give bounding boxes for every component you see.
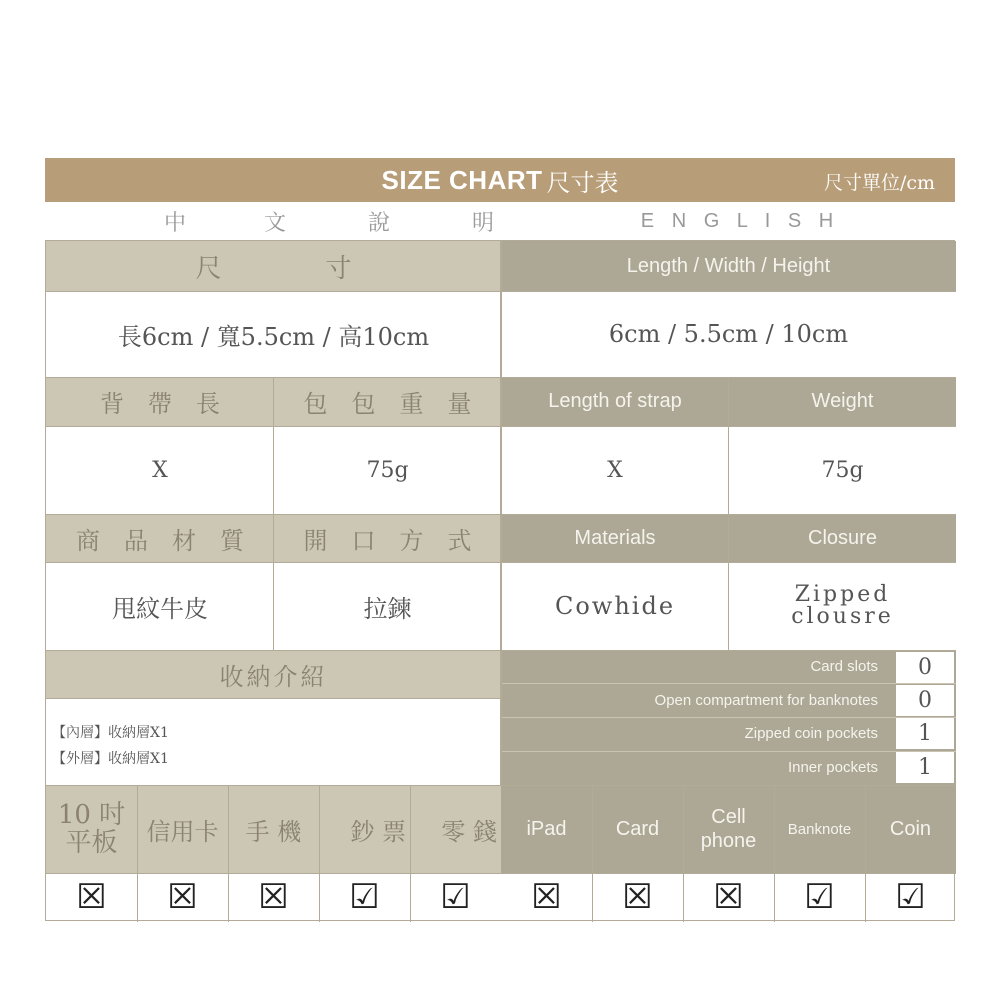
cn-fit-header-phone: 手 機	[228, 785, 319, 873]
grid-line	[46, 426, 956, 427]
en-fit-header-card: Card	[592, 785, 683, 873]
size-chart-title-bar	[45, 158, 955, 202]
grid-line	[774, 785, 775, 922]
size-table	[45, 240, 955, 921]
lang-cn-char: 說	[367, 210, 390, 236]
grid-line	[410, 785, 411, 922]
cn-closure-value: 拉鍊	[274, 562, 501, 650]
title-en: SIZE CHART	[381, 164, 543, 195]
cn-weight-header: 包 包 重 量	[274, 377, 501, 426]
cn-fit-header-card: 信用卡	[137, 785, 228, 873]
language-row	[45, 202, 955, 240]
cn-strap-header: 背 帶 長	[46, 377, 274, 426]
en-size-header: Length / Width / Height	[501, 241, 956, 291]
grid-line	[228, 785, 229, 922]
lang-cn-char: 明	[471, 210, 494, 236]
en-closure-line: Zipped	[794, 582, 891, 607]
en-material-header: Materials	[501, 514, 729, 562]
fit-header-line: 10 吋	[57, 800, 126, 830]
cn-size-header: 尺 寸	[46, 241, 501, 291]
fit-header-line: 平板	[65, 828, 118, 858]
title-group	[45, 158, 955, 202]
grid-line	[137, 785, 138, 922]
en-storage-count: 0	[896, 685, 954, 716]
en-fit-header-coin: Coin	[865, 785, 956, 873]
en-closure-value	[729, 562, 956, 650]
grid-line	[46, 562, 956, 563]
cross-box-icon: ☒	[713, 877, 744, 917]
check-box-icon: ☑	[804, 877, 835, 917]
grid-line	[46, 650, 956, 651]
grid-line	[592, 785, 593, 922]
grid-line	[46, 785, 956, 786]
storage-divider	[501, 751, 956, 752]
grid-line	[46, 377, 956, 378]
en-closure-line: clousre	[791, 604, 894, 629]
en-storage-label: Open compartment for banknotes	[654, 692, 878, 709]
check-box-icon: ☑	[895, 877, 926, 917]
cn-storage-line: 【外層】收納層X1	[52, 751, 169, 767]
cn-fit-header-coin: 零 錢	[410, 785, 501, 873]
fit-header-line: Cell	[711, 806, 746, 828]
en-storage-label: Inner pockets	[787, 759, 878, 776]
cn-closure-header: 開 口 方 式	[274, 514, 501, 562]
cn-strap-value: X	[46, 426, 274, 514]
fit-header-line: phone	[700, 830, 757, 852]
grid-line	[46, 514, 956, 515]
cross-box-icon: ☒	[167, 877, 198, 917]
lang-cn-char: 中	[163, 210, 186, 236]
en-material-value: Cowhide	[501, 562, 729, 650]
en-storage-label: Zipped coin pockets	[744, 725, 878, 742]
en-storage-label: Card slots	[810, 658, 878, 675]
check-box-icon: ☑	[440, 877, 471, 917]
unit-label: 尺寸單位/cm	[823, 172, 935, 194]
en-strap-value: X	[501, 426, 729, 514]
grid-line	[319, 785, 320, 922]
cn-size-value: 長6cm / 寬5.5cm / 高10cm	[46, 291, 501, 377]
grid-line	[500, 241, 502, 785]
en-strap-header: Length of strap	[501, 377, 729, 426]
cross-box-icon: ☒	[531, 877, 562, 917]
en-storage-count: 1	[896, 752, 954, 783]
cn-weight-value: 75g	[274, 426, 501, 514]
cross-box-icon: ☒	[258, 877, 289, 917]
grid-line	[46, 698, 501, 699]
cn-material-header: 商 品 材 質	[46, 514, 274, 562]
cross-box-icon: ☒	[76, 877, 107, 917]
en-weight-header: Weight	[729, 377, 956, 426]
cn-fit-header-tablet	[46, 785, 137, 873]
grid-line	[683, 785, 684, 922]
cn-storage-line: 【內層】收納層X1	[52, 725, 169, 741]
cn-material-value: 甩紋牛皮	[46, 562, 274, 650]
en-weight-value: 75g	[729, 426, 956, 514]
en-fit-header-banknote: Banknote	[774, 785, 865, 873]
grid-line	[46, 873, 956, 874]
title-cn: 尺寸表	[546, 168, 619, 197]
cn-storage-list	[46, 698, 501, 785]
en-storage-count: 1	[896, 718, 954, 749]
storage-divider	[501, 683, 956, 684]
en-storage-count: 0	[896, 652, 954, 683]
en-size-value: 6cm / 5.5cm / 10cm	[501, 291, 956, 377]
check-box-icon: ☑	[349, 877, 380, 917]
lang-en-label: E N G L I S H	[640, 209, 840, 232]
grid-line	[728, 377, 729, 650]
en-fit-header-phone	[683, 785, 774, 873]
en-storage-list	[501, 650, 956, 785]
cn-storage-header: 收納介紹	[46, 650, 501, 698]
lang-cn-char: 文	[263, 210, 286, 236]
grid-line	[46, 291, 956, 292]
en-closure-header: Closure	[729, 514, 956, 562]
en-fit-header-ipad: iPad	[501, 785, 592, 873]
cn-fit-header-banknote: 鈔 票	[319, 785, 410, 873]
grid-line	[865, 785, 866, 922]
grid-line	[273, 377, 274, 650]
cross-box-icon: ☒	[622, 877, 653, 917]
storage-divider	[501, 717, 956, 718]
